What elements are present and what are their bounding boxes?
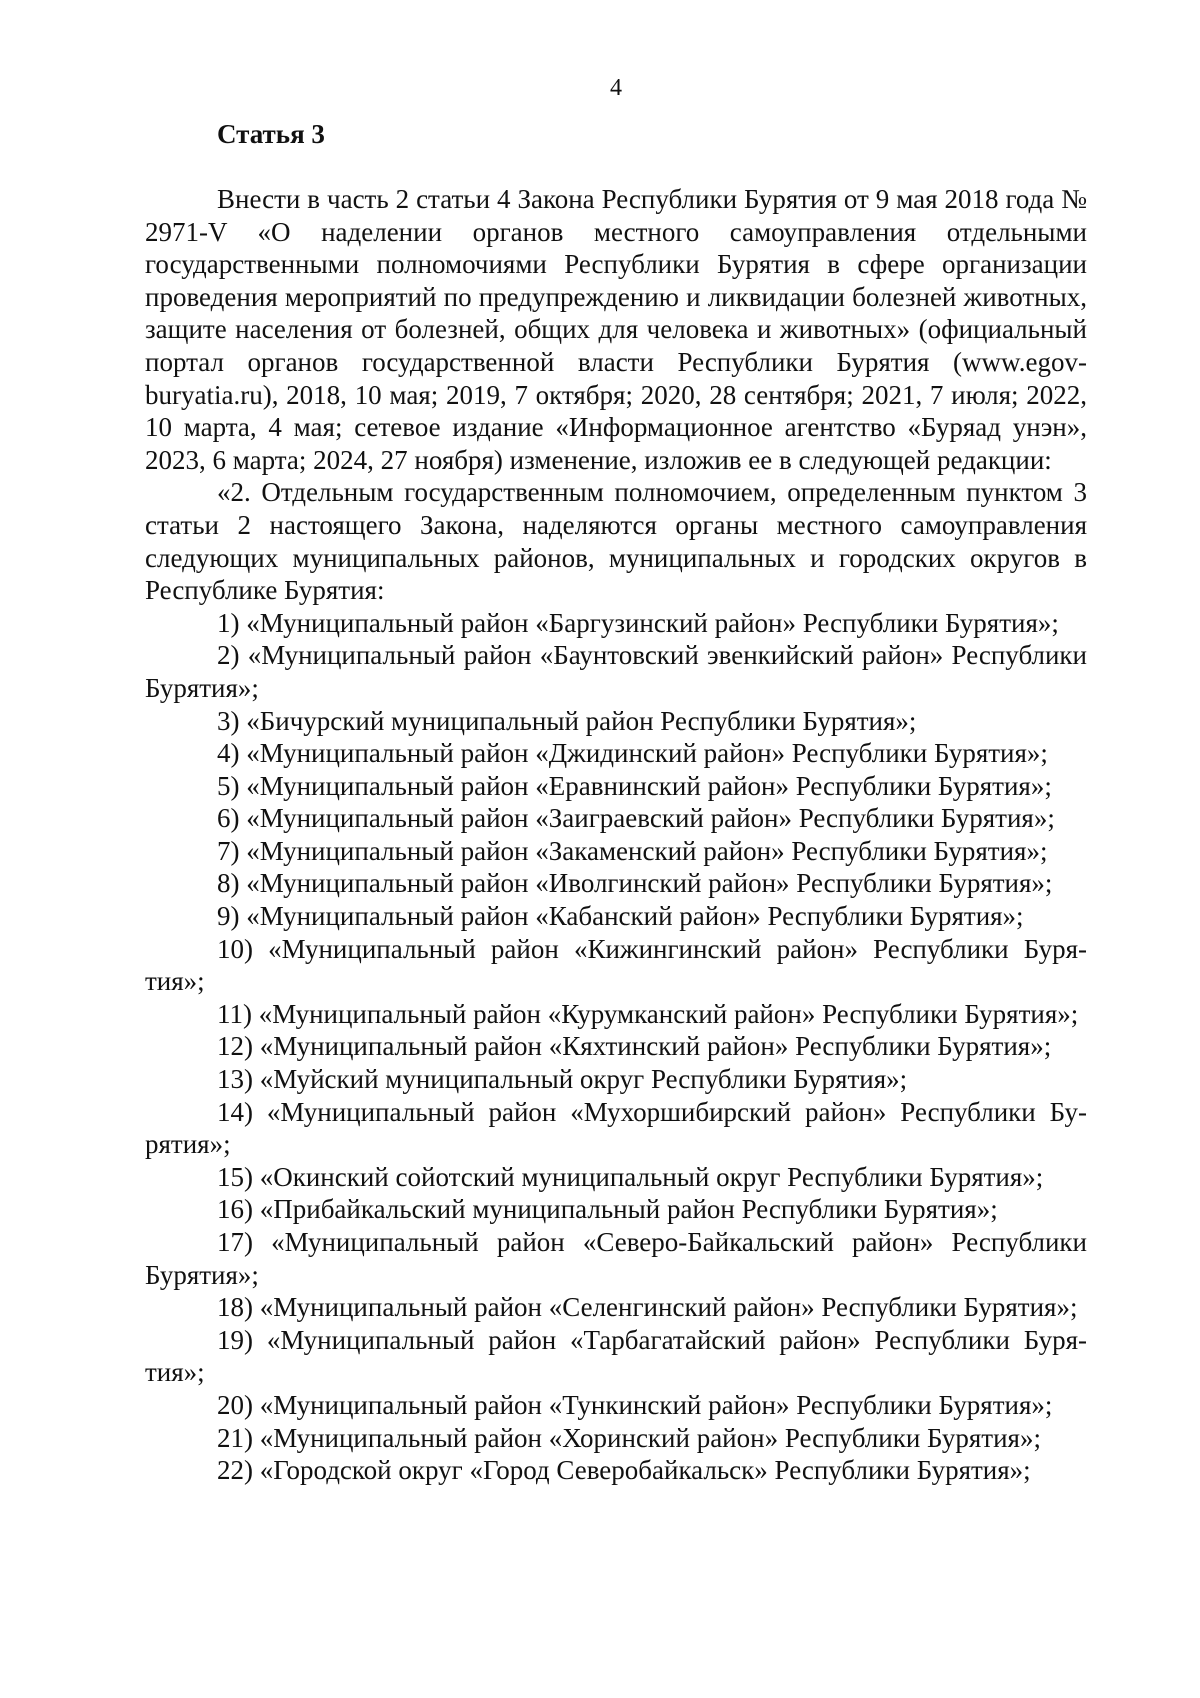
- list-item: 21) «Муниципальный район «Хоринский район» Республики Бурятия»;: [217, 1422, 1041, 1453]
- list-item: 8) «Муниципальный район «Иволгинский район» Республики Бурятия»;: [217, 868, 1053, 899]
- list-item: 5) «Муниципальный район «Еравнинский район» Республики Бурятия»;: [217, 770, 1052, 801]
- list-item: 1) «Муниципальный район «Баргузинский район» Республики Бурятия»;: [217, 607, 1059, 638]
- list-item: 15) «Окинский сойотский муниципальный округ Республики Бурятия»;: [217, 1161, 1044, 1192]
- list-item: 7) «Муниципальный район «Закаменский район» Республики Бурятия»;: [217, 835, 1048, 866]
- list-item: 19) «Муниципальный район «Тарбагатайский район» Республики Бурятия»;: [145, 1324, 1087, 1388]
- list-item: 22) «Городской округ «Город Северобайкальск» Республики Бурятия»;: [217, 1455, 1031, 1486]
- list-item: 6) «Муниципальный район «Заиграевский район» Республики Бурятия»;: [217, 803, 1055, 834]
- list-item: 9) «Муниципальный район «Кабанский район» Республики Бурятия»;: [217, 901, 1024, 932]
- article-body: [145, 183, 1087, 1487]
- list-item: 17) «Муниципальный район «Северо-Байкальский район» Республики Бурятия»;: [145, 1227, 1087, 1290]
- list-item: 18) «Муниципальный район «Селенгинский район» Республики Бурятия»;: [217, 1292, 1078, 1323]
- list-item: 2) «Муниципальный район «Баунтовский эвенкийский район» Республики Бурятия»;: [145, 640, 1087, 703]
- intro-paragraph: Внести в часть 2 статьи 4 Закона Республики Бурятия от 9 мая 2018 года № 2971-V «О наделении органов местного самоуправления отдельными государственными полномочиями Республики Бурятия в сфере организации проведения мероприятий по предупреждению и ликвидации болезней животных, защите населения от болезней, общих для человека и животных» (официальный портал органов государственной власти Республики Бурятия (www.egov-buryatia.ru), 2018, 10 мая; 2019, 7 октября; 2020, 28 сентября; 2021, 7 июля; 2022, 10 марта, 4 мая; сетевое издание «Информационное агентство «Буряад унэн», 2023, 6 марта; 2024, 27 ноября) изменение, изложив ее в следующей редакции:: [145, 184, 1087, 475]
- list-item: 20) «Муниципальный район «Тункинский район» Республики Бурятия»;: [217, 1389, 1053, 1420]
- page-number: 4: [610, 75, 622, 101]
- list-item: 12) «Муниципальный район «Кяхтинский район» Республики Бурятия»;: [217, 1031, 1052, 1062]
- list-item: 10) «Муниципальный район «Кижингинский район» Республики Бурятия»;: [145, 933, 1087, 997]
- list-item: 3) «Бичурский муниципальный район Республики Бурятия»;: [217, 705, 917, 736]
- district-list: [145, 607, 1087, 1487]
- list-item: 11) «Муниципальный район «Курумканский район» Республики Бурятия»;: [217, 998, 1079, 1029]
- article-title: Статья 3: [217, 119, 325, 149]
- list-item: 14) «Муниципальный район «Мухоршибирский район» Республики Бурятия»;: [145, 1096, 1087, 1160]
- list-item: 4) «Муниципальный район «Джидинский район» Республики Бурятия»;: [217, 738, 1048, 769]
- quoted-paragraph: «2. Отдельным государственным полномочием, определенным пунктом 3 статьи 2 настоящего Закона, наделяются органы местного самоуправления следующих муниципальных районов, муниципальных и городских округов в Республике Бурятия:: [145, 477, 1087, 606]
- list-item: 16) «Прибайкальский муниципальный район Республики Бурятия»;: [217, 1194, 998, 1225]
- list-item: 13) «Муйский муниципальный округ Республики Бурятия»;: [217, 1064, 908, 1095]
